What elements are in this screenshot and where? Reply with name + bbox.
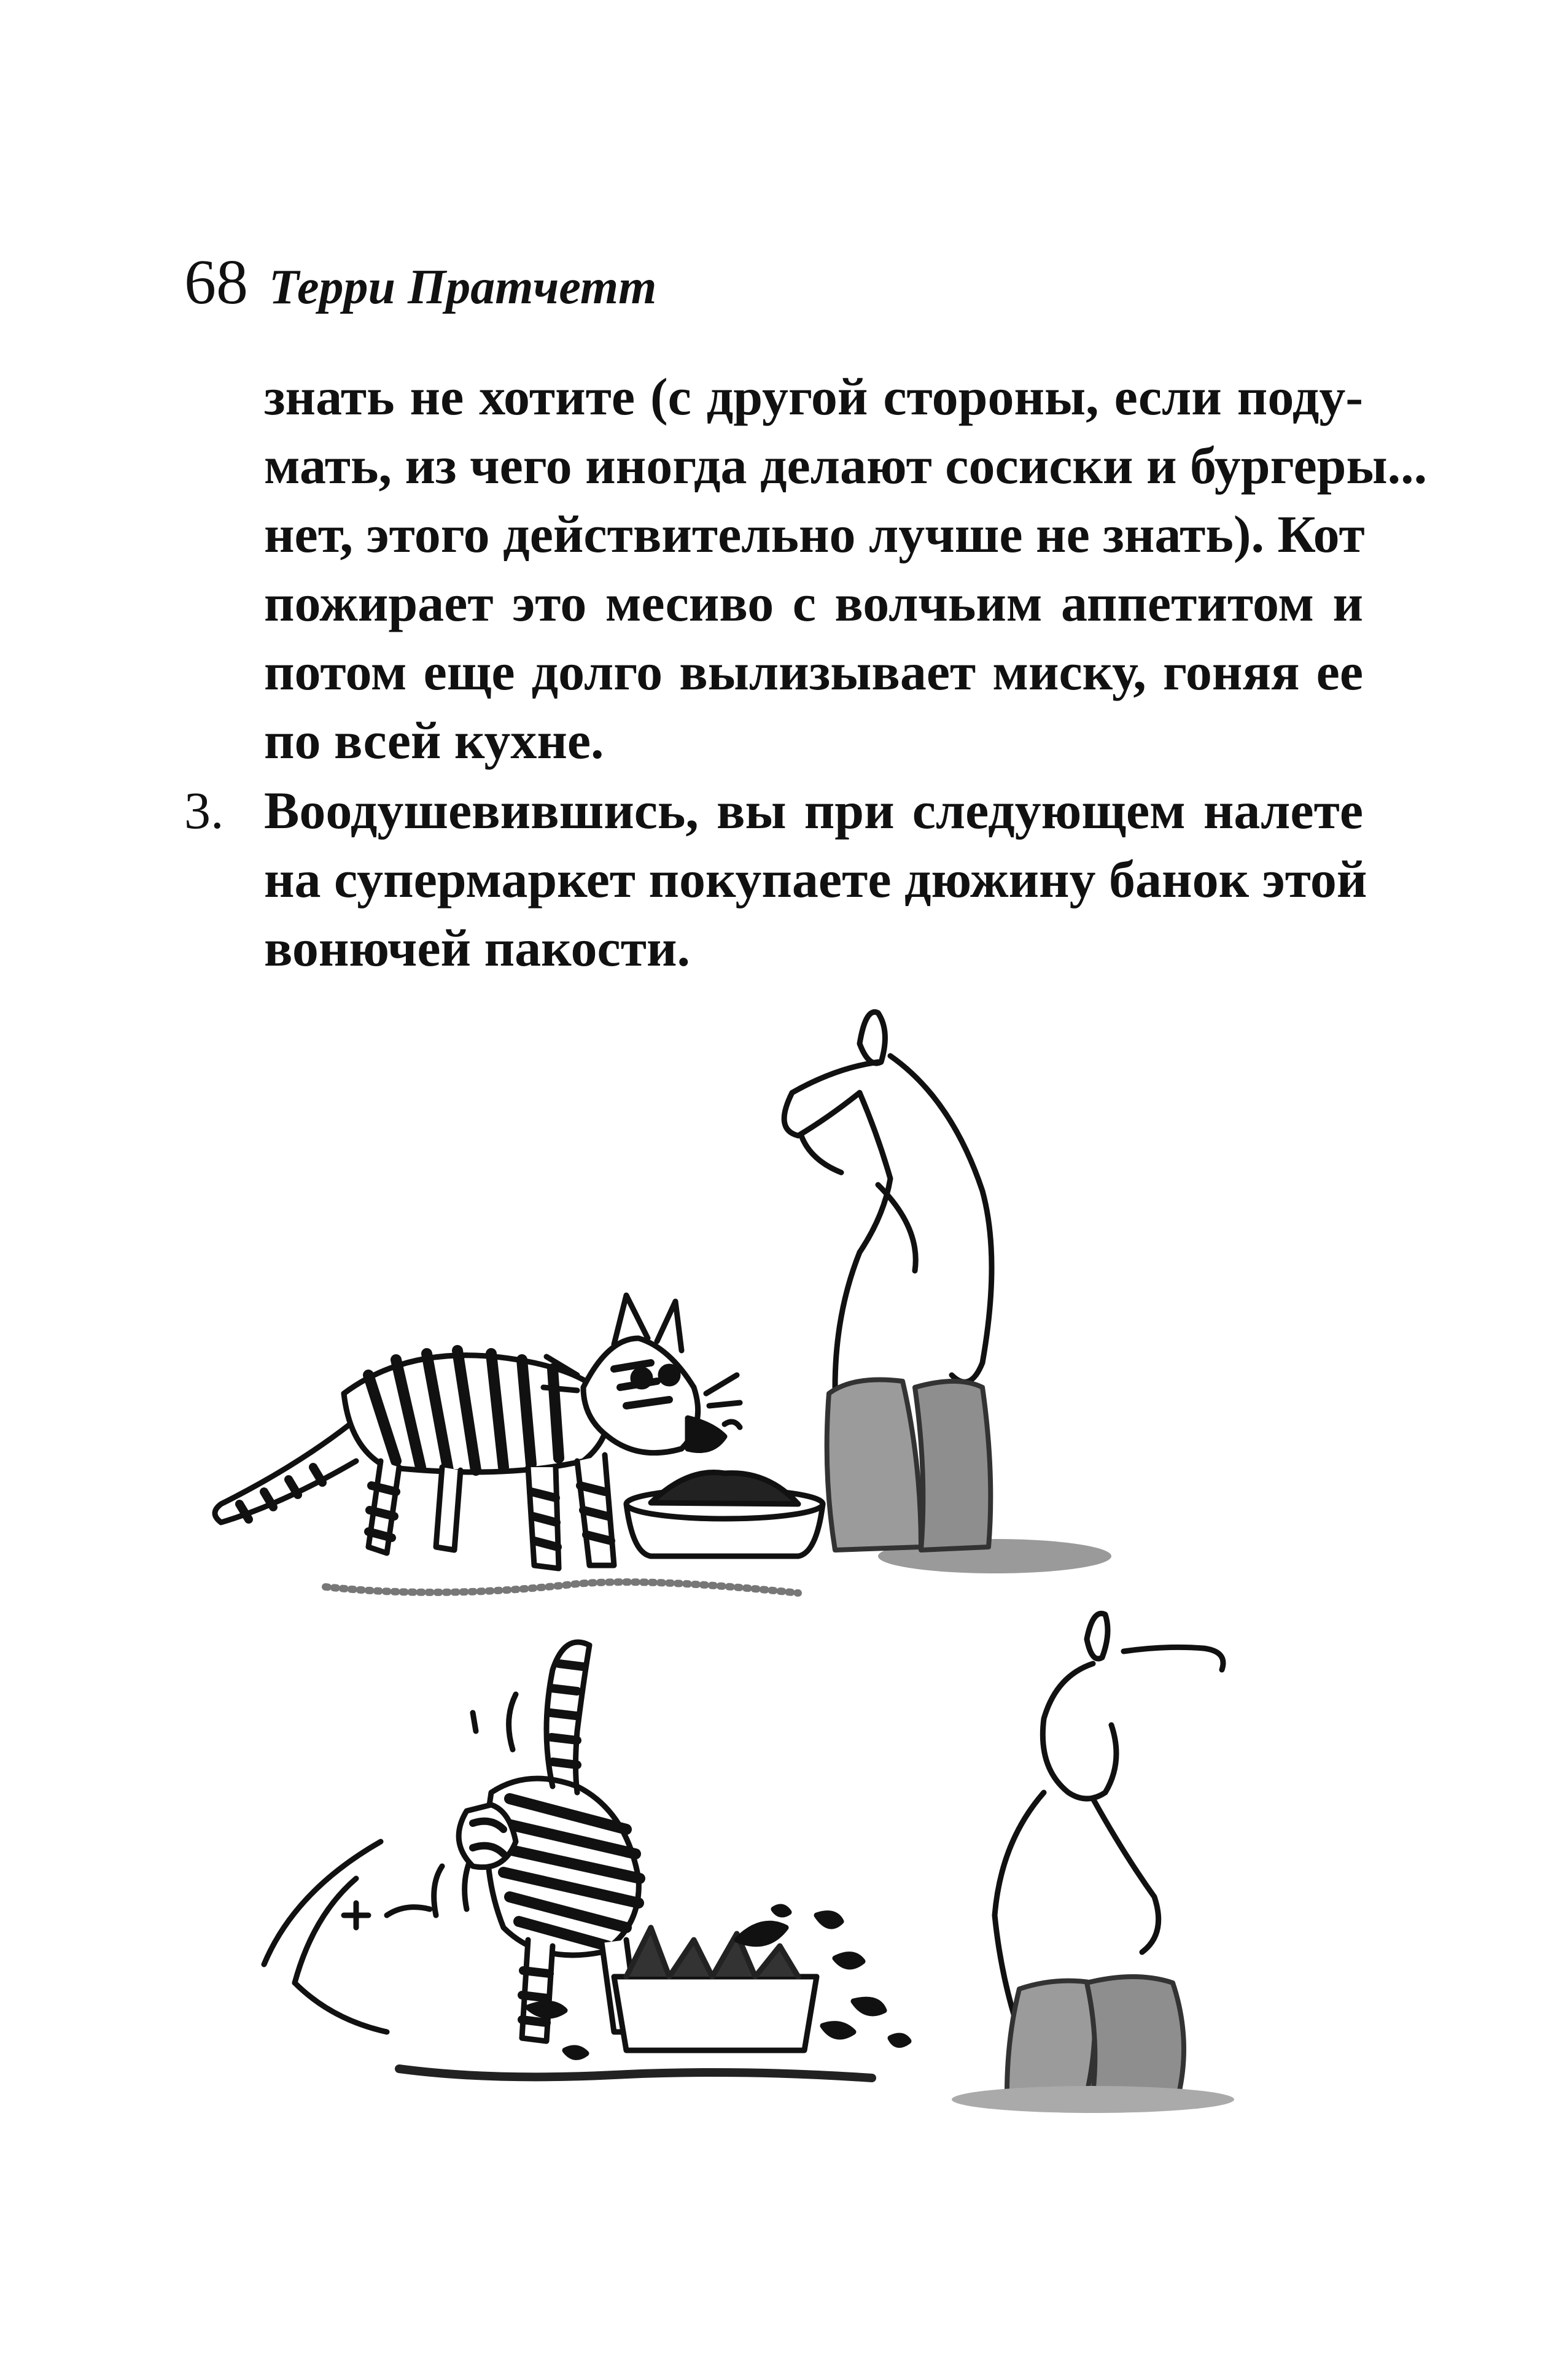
text-line: пожирает это месиво с волчьим аппетитом и	[264, 573, 1363, 632]
paragraph-continuation	[264, 362, 1428, 775]
text-line: знать не хотите (с другой стороны, если поду-	[264, 367, 1363, 426]
text-line: мать, из чего иногда делают сосиски и бургеры...	[264, 436, 1428, 495]
text-line: на супермаркет покупаете дюжину банок этой	[264, 850, 1367, 909]
running-head	[184, 246, 656, 325]
text-line: нет, этого действительно лучше не знать). Кот	[264, 505, 1365, 564]
bottom-panel-drawing	[264, 1613, 1234, 2113]
text-line: вонючей пакости.	[264, 918, 691, 977]
cartoon-illustration	[184, 994, 1382, 2149]
text-line: Воодушевившись, вы при следующем налете	[264, 781, 1363, 840]
page-number: 68	[184, 247, 248, 317]
running-title: Терри Пратчетт	[269, 260, 657, 314]
list-item-number: 3.	[184, 781, 224, 840]
text-line: потом еще долго вылизывает миску, гоняя ее	[264, 642, 1363, 701]
top-panel-drawing	[215, 1012, 1111, 1593]
text-line: по всей кухне.	[264, 711, 604, 770]
list-item-body	[264, 776, 1367, 982]
